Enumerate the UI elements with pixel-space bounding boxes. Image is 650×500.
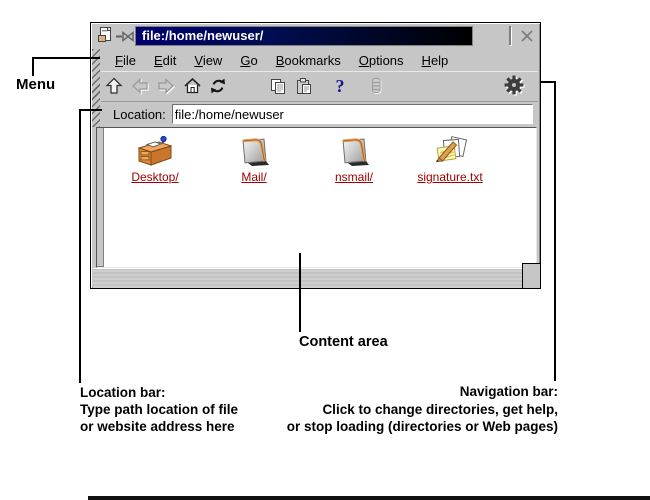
back-arrow-icon <box>131 77 149 95</box>
folder-icon <box>312 132 396 168</box>
window-title: file:/home/newuser/ <box>135 26 473 46</box>
file-label[interactable]: Mail/ <box>241 170 267 184</box>
paste-icon <box>295 77 313 95</box>
menubar <box>101 49 538 71</box>
annotation-location-title: Location bar: <box>80 385 166 400</box>
stop-icon <box>367 77 385 95</box>
up-button[interactable] <box>101 74 127 98</box>
gear-icon <box>504 75 526 97</box>
app-document-icon[interactable] <box>97 26 114 45</box>
reload-icon <box>209 77 227 95</box>
annotation-navigation-bar <box>258 383 558 436</box>
annotation-navigation-title: Navigation bar: <box>459 384 558 399</box>
forward-button[interactable] <box>153 74 179 98</box>
menu-help[interactable]: Help <box>421 52 449 68</box>
image-bottom-edge <box>88 496 650 500</box>
file-item-desktop[interactable] <box>113 132 197 186</box>
file-item-mail[interactable] <box>212 132 296 186</box>
location-label: Location: <box>113 106 166 122</box>
sticky-pin-icon[interactable] <box>116 31 135 42</box>
menu-go[interactable]: Go <box>240 52 258 68</box>
annotation-location-bar <box>80 384 238 435</box>
menu-callout-line-v <box>32 57 34 76</box>
maximize-box-icon[interactable] <box>509 27 511 45</box>
location-input[interactable] <box>172 104 533 124</box>
horizontal-scrollbar[interactable] <box>93 268 540 288</box>
back-button[interactable] <box>127 74 153 98</box>
annotation-content-area: Content area <box>299 334 388 350</box>
menu-bookmarks[interactable]: Bookmarks <box>275 52 341 68</box>
home-button[interactable] <box>179 74 205 98</box>
reload-button[interactable] <box>205 74 231 98</box>
file-label[interactable]: signature.txt <box>417 170 483 184</box>
stop-button[interactable] <box>363 74 389 98</box>
help-button[interactable] <box>327 74 353 98</box>
help-icon: ? <box>335 76 345 96</box>
window-resize-hatch[interactable] <box>92 49 100 127</box>
location-callout-line-h <box>79 109 102 111</box>
content-area[interactable] <box>96 127 537 268</box>
settings-gear-button[interactable] <box>502 74 528 98</box>
up-arrow-icon <box>105 77 123 95</box>
close-x-icon[interactable] <box>520 29 534 43</box>
copy-button[interactable] <box>265 74 291 98</box>
window-controls <box>500 23 534 49</box>
vertical-scrollbar[interactable] <box>97 128 104 267</box>
menu-view[interactable]: View <box>194 52 223 68</box>
location-bar <box>101 101 538 127</box>
forward-arrow-icon <box>157 77 175 95</box>
paste-button[interactable] <box>291 74 317 98</box>
menu-callout-line-h <box>32 57 100 59</box>
file-item-nsmail[interactable] <box>312 132 396 186</box>
annotation-navigation-line3: or stop loading (directories or Web pages) <box>286 419 558 434</box>
desktop-icon <box>113 132 197 168</box>
folder-icon <box>212 132 296 168</box>
file-label[interactable]: Desktop/ <box>131 170 179 184</box>
copy-icon <box>269 77 287 95</box>
annotation-navigation-line2: Click to change directories, get help, <box>322 401 558 417</box>
annotation-location-line2: Type path location of file <box>80 402 239 417</box>
menu-edit[interactable]: Edit <box>153 52 177 68</box>
titlebar[interactable] <box>91 23 540 49</box>
home-icon <box>183 77 202 95</box>
resize-corner[interactable] <box>522 263 540 288</box>
annotation-location-line3: or website address here <box>80 419 235 434</box>
location-callout-line-v <box>79 109 81 383</box>
navigation-toolbar <box>101 71 538 102</box>
content-callout-line-v <box>299 253 301 332</box>
file-label[interactable]: nsmail/ <box>334 170 373 184</box>
navigation-callout-line-v <box>554 81 556 381</box>
file-manager-window <box>90 22 541 289</box>
file-item-signature[interactable] <box>408 132 492 186</box>
annotation-menu: Menu <box>16 76 56 93</box>
menu-options[interactable]: Options <box>358 52 404 68</box>
signature-document-icon <box>408 132 492 168</box>
menu-file[interactable]: File <box>115 52 136 68</box>
